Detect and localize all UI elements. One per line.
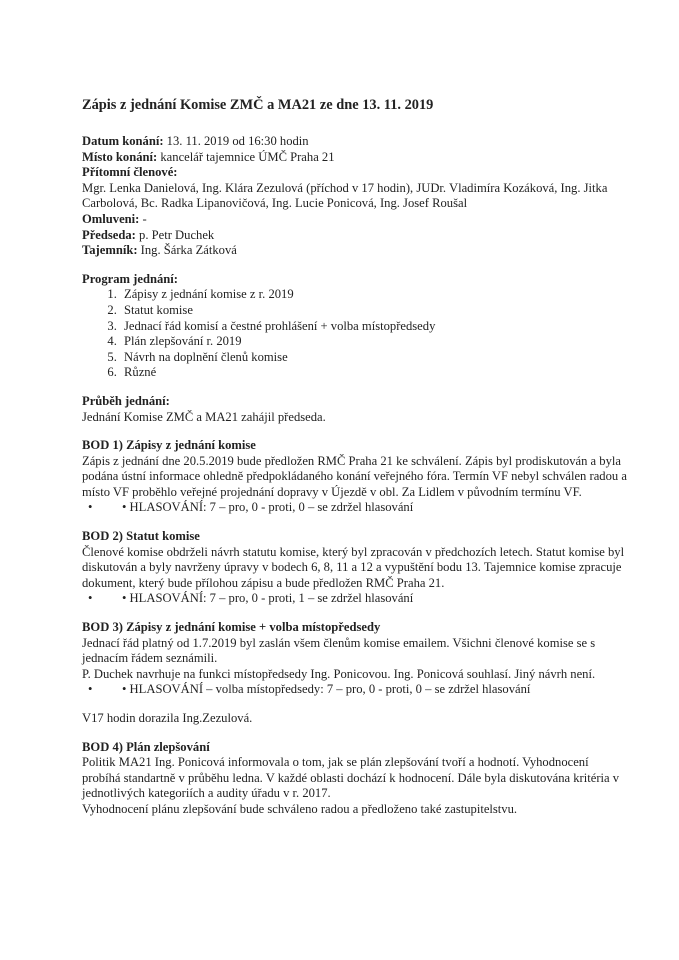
bullet-mark: •: [88, 591, 93, 606]
document-content: [82, 96, 630, 831]
program-list: [82, 287, 630, 381]
misto-value: kancelář tajemnice ÚMČ Praha 21: [157, 149, 335, 164]
bod2-vote-text: • HLASOVÁNÍ: 7 – pro, 0 - proti, 1 – se zdržel hlasování: [122, 591, 414, 606]
program-item: 3. Jednací řád komisí a čestné prohlášení + volba místopředsedy: [120, 319, 630, 335]
info-tajemnik: [82, 243, 630, 259]
predseda-label: Předseda:: [82, 227, 136, 242]
pritomni-label: Přítomní členové:: [82, 165, 178, 180]
bod4-section: [82, 740, 630, 818]
bullet-mark: •: [88, 682, 93, 697]
program-item: 2. Statut komise: [120, 303, 630, 319]
program-section: [82, 272, 630, 381]
bod3-text1: Jednací řád platný od 1.7.2019 byl zaslán všem členům komise emailem. Všichni členové komise se s jednacím řádem seznámili.: [82, 635, 596, 666]
bod4-text1: Politik MA21 Ing. Ponicová informovala o tom, jak se plán zlepšování tvoří a hodnotí. Vyhodnocení probíhá standartně v průběhu ledna. V každé oblasti dochází k hodnocení. Dále byla diskutována kritéria v jednotlivých kategoriích a audity úřadu v r. 2017.: [82, 755, 620, 801]
prubeh-text: Jednání Komise ZMČ a MA21 zahájil předseda.: [82, 409, 326, 424]
misto-label: Místo konání:: [82, 149, 158, 164]
bod1-vote-text: • HLASOVÁNÍ: 7 – pro, 0 - proti, 0 – se zdržel hlasování: [122, 500, 414, 515]
bod3-heading: BOD 3) Zápisy z jednání komise + volba místopředsedy: [82, 620, 381, 635]
bod2-text: Členové komise obdrželi návrh statutu komise, který byl zpracován v předchozích letech. Statut komise byl diskutován a byly navrženy úpravy v bodech 6, 8, 11 a 12 a vypuštění bodu 13. Tajemnice komise zpracuje dokument, který bude přílohou zápisu a bude předložen RMČ Praha 21.: [82, 544, 625, 590]
bod3-vote: [82, 682, 630, 698]
bod4-text2: Vyhodnocení plánu zlepšování bude schváleno radou a předloženo také zastupitelstvu.: [82, 801, 518, 816]
predseda-value: p. Petr Duchek: [135, 227, 215, 242]
program-item: 4. Plán zlepšování r. 2019: [120, 334, 630, 350]
datum-value: 13. 11. 2019 od 16:30 hodin: [163, 134, 309, 148]
arrival-note-block: [82, 711, 630, 727]
program-item: 6. Různé: [120, 365, 630, 381]
omluveni-label: Omluveni:: [82, 211, 140, 226]
bod2-section: [82, 529, 630, 607]
bod1-text: Zápis z jednání dne 20.5.2019 bude předložen RMČ Praha 21 ke schválení. Zápis byl prodiskutován a byla podána ústní informace ohledně předpokládaného konání veřejného fóra. Termín VF nebyl schválen radou a místo VF proběhlo veřejné projednání dopravy v Újezdě v obl. Za Lidlem v původním termínu VF.: [82, 453, 627, 499]
prubeh-heading: Průběh jednání:: [82, 393, 170, 408]
prubeh-section: [82, 394, 630, 425]
meeting-info: [82, 134, 630, 259]
tajemnik-value: Ing. Šárka Zátková: [137, 243, 237, 258]
bod1-heading: BOD 1) Zápisy z jednání komise: [82, 438, 256, 453]
info-datum: [82, 134, 630, 150]
bod3-vote-text: • HLASOVÁNÍ – volba místopředsedy: 7 – pro, 0 - proti, 0 – se zdržel hlasování: [122, 682, 531, 697]
program-heading: Program jednání:: [82, 271, 178, 286]
bod2-heading: BOD 2) Statut komise: [82, 529, 200, 544]
bod4-heading: BOD 4) Plán zlepšování: [82, 739, 210, 754]
bod2-vote: [82, 591, 630, 607]
program-item: 5. Návrh na doplnění členů komise: [120, 350, 630, 366]
info-predseda: [82, 228, 630, 244]
omluveni-value: -: [139, 211, 147, 226]
bod3-section: [82, 620, 630, 698]
bod3-text2: P. Duchek navrhuje na funkci místopředsedy Ing. Ponicovou. Ing. Ponicová souhlasí. Jiný návrh není.: [82, 666, 596, 681]
bod1-vote: [82, 500, 630, 516]
bod1-section: [82, 438, 630, 516]
program-item: 1. Zápisy z jednání komise z r. 2019: [120, 287, 630, 303]
info-omluveni: [82, 212, 630, 228]
arrival-note: V17 hodin dorazila Ing.Zezulová.: [82, 711, 253, 725]
pritomni-value: Mgr. Lenka Danielová, Ing. Klára Zezulová (příchod v 17 hodin), JUDr. Vladimíra Kozáková, Ing. Jitka Carbolová, Bc. Radka Lipanovičová, Ing. Lucie Ponicová, Ing. Josef Roušal: [82, 180, 608, 211]
datum-label: Datum konání:: [82, 134, 164, 148]
bullet-mark: •: [88, 500, 93, 515]
info-misto: [82, 150, 630, 166]
tajemnik-label: Tajemník:: [82, 243, 138, 258]
document-title: Zápis z jednání Komise ZMČ a MA21 ze dne 13. 11. 2019: [82, 97, 434, 113]
